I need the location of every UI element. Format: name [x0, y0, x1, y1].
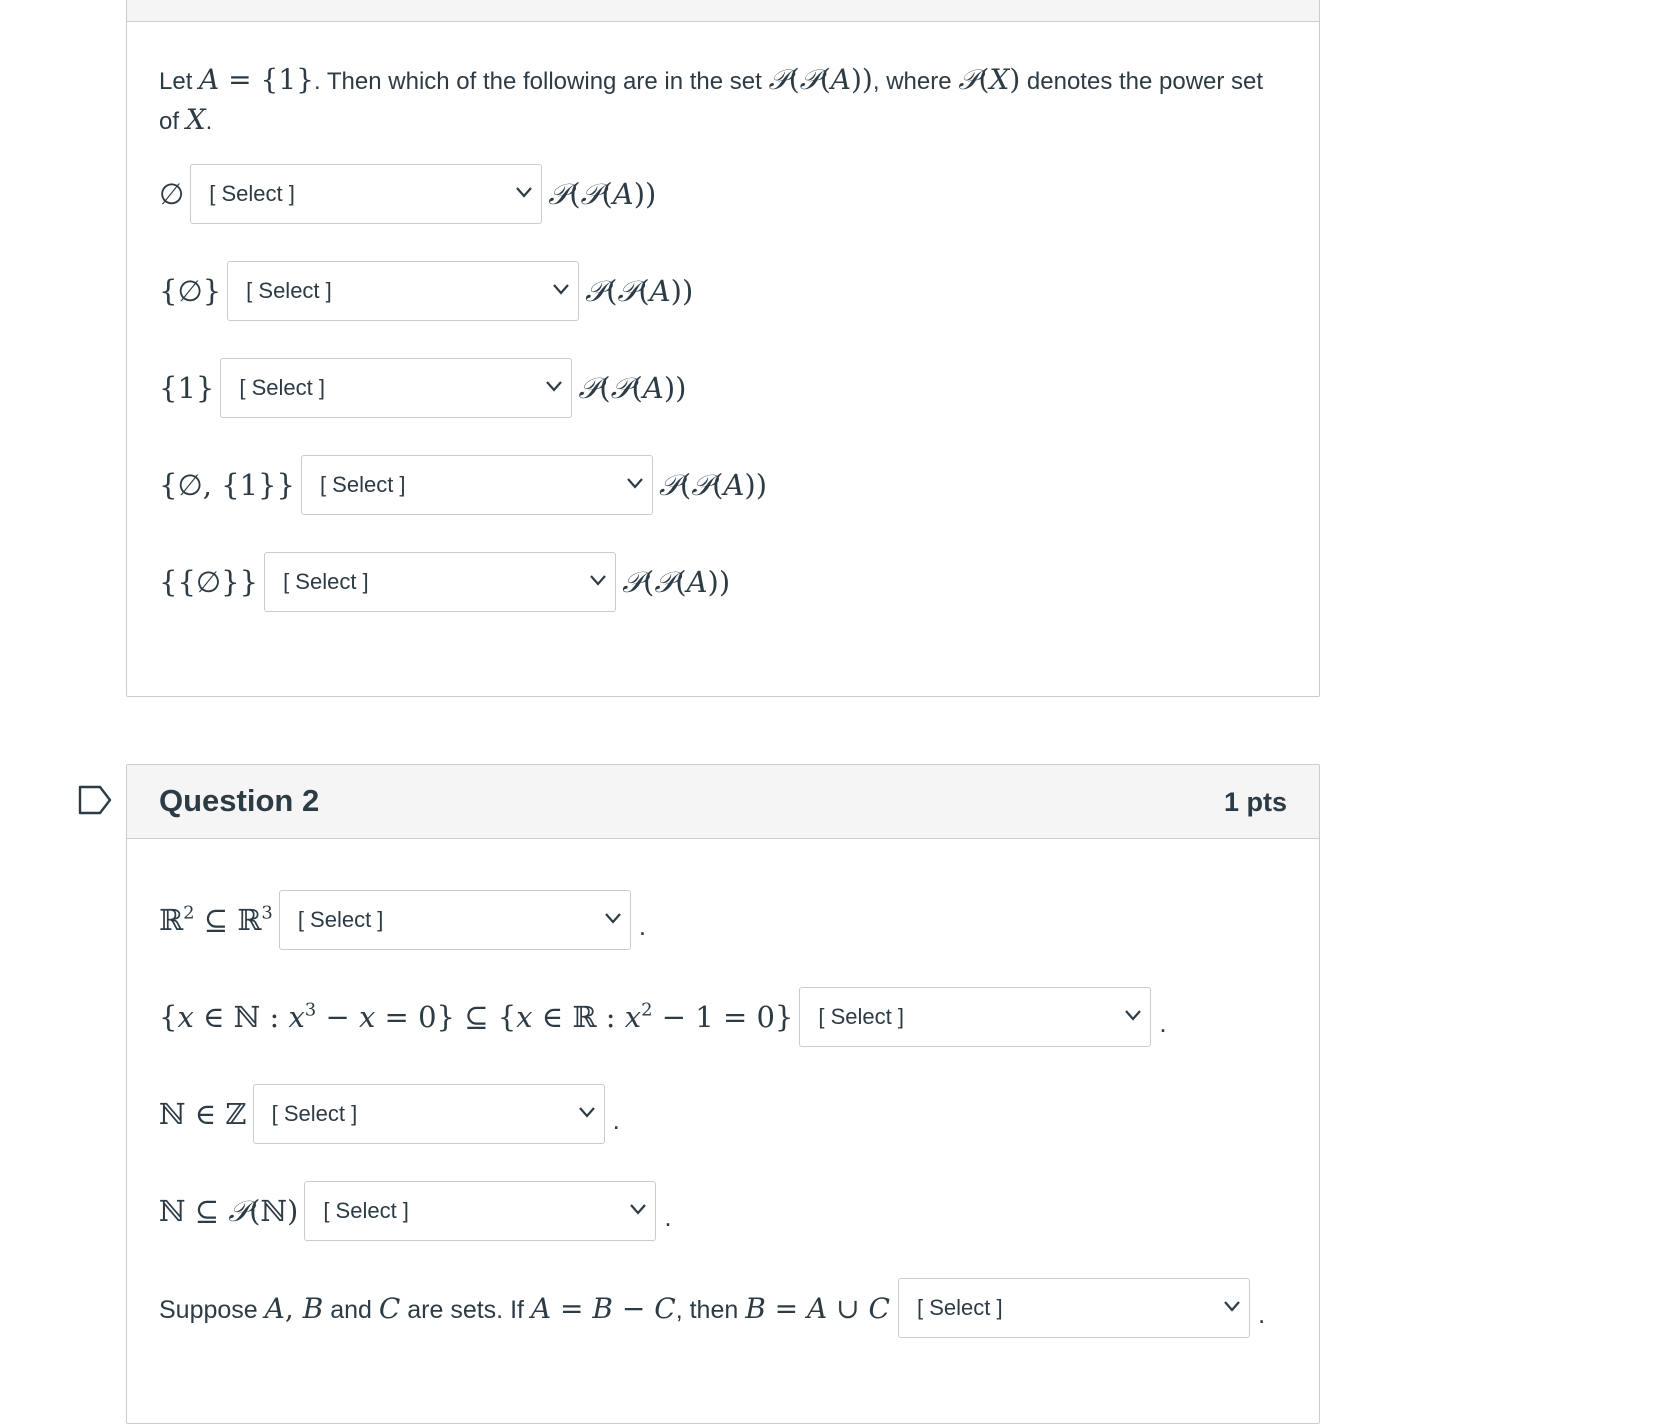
- question-1-row: [159, 163, 656, 225]
- select-value: [ Select ]: [283, 569, 369, 594]
- math-statement: Suppose A, B and C are sets. If A = B − C, then B = A ∪ C: [159, 1291, 890, 1325]
- select-value: [ Select ]: [818, 1004, 904, 1029]
- answer-select[interactable]: [190, 164, 542, 224]
- question-1-row: [159, 454, 767, 516]
- power-set-expression: 𝒫(𝒫(A)): [578, 370, 687, 405]
- math-statement: ℝ$^2$ ⊆ ℝ$^3$: [159, 902, 273, 937]
- chevron-down-icon: [626, 476, 644, 490]
- answer-select[interactable]: [220, 358, 572, 418]
- power-set-expression: 𝒫(𝒫(A)): [585, 273, 694, 308]
- chevron-down-icon: [515, 185, 533, 199]
- chevron-down-icon: [578, 1105, 596, 1119]
- select-value: [ Select ]: [297, 907, 384, 932]
- period: .: [1159, 1007, 1167, 1038]
- math-statement: {x ∈ ℕ : $x^3 - x = 0$} ⊆ {x ∈ ℝ : $x^2 - 1 = 0$}: [159, 999, 794, 1034]
- select-value: [ Select ]: [323, 1198, 409, 1223]
- math-statement: ℕ ⊆ 𝒫(ℕ): [159, 1193, 299, 1228]
- question-2-row: [159, 1083, 620, 1145]
- answer-select[interactable]: [264, 552, 616, 612]
- question-1-card: [126, 0, 1320, 697]
- chevron-down-icon: [629, 1202, 647, 1216]
- set-expression: {∅}: [159, 274, 222, 308]
- power-set-expression: 𝒫(𝒫(A)): [658, 467, 768, 502]
- period: .: [612, 1104, 620, 1135]
- question-2-row: [159, 889, 646, 951]
- question-2-row: [159, 1180, 672, 1242]
- answer-select[interactable]: [227, 261, 579, 321]
- set-expression: {{∅}}: [159, 565, 259, 599]
- question-2-row: [159, 1277, 1265, 1339]
- set-expression: {1}: [159, 371, 215, 405]
- select-value: [ Select ]: [271, 1101, 358, 1126]
- bookmark-icon[interactable]: [78, 785, 112, 815]
- power-set-expression: 𝒫(𝒫(A)): [622, 564, 731, 599]
- power-set-expression: 𝒫(𝒫(A)): [548, 176, 657, 211]
- question-1-prompt: Let A = {1}. Then which of the following are in the set 𝒫(𝒫(A)), where 𝒫(X) denotes the power set of X.: [159, 63, 1264, 136]
- answer-select[interactable]: [799, 987, 1151, 1047]
- question-2-card: [126, 764, 1320, 1424]
- select-value: [ Select ]: [239, 375, 325, 400]
- question-1-row: [159, 357, 686, 419]
- question-1-row: [159, 260, 693, 322]
- select-value: [ Select ]: [916, 1295, 1003, 1320]
- answer-select[interactable]: [304, 1181, 656, 1241]
- answer-select[interactable]: [253, 1084, 605, 1144]
- question-2-header: [127, 765, 1319, 839]
- question-2-row: [159, 986, 1167, 1048]
- answer-select[interactable]: [898, 1278, 1250, 1338]
- answer-select[interactable]: [279, 890, 631, 950]
- set-expression: {∅, {1}}: [159, 468, 295, 502]
- chevron-down-icon: [545, 379, 563, 393]
- chevron-down-icon: [1124, 1008, 1142, 1022]
- select-value: [ Select ]: [246, 278, 332, 303]
- period: .: [638, 910, 647, 941]
- chevron-down-icon: [1223, 1299, 1241, 1313]
- period: .: [664, 1201, 672, 1232]
- set-expression: ∅: [159, 177, 185, 211]
- question-points: 1 pts: [1223, 787, 1287, 817]
- select-value: [ Select ]: [209, 181, 295, 206]
- select-value: [ Select ]: [319, 472, 406, 497]
- chevron-down-icon: [552, 282, 570, 296]
- question-1-row: [159, 551, 730, 613]
- answer-select[interactable]: [301, 455, 653, 515]
- math-statement: ℕ ∈ ℤ: [159, 1097, 247, 1131]
- chevron-down-icon: [604, 911, 622, 925]
- period: .: [1257, 1298, 1266, 1329]
- question-title: Question 2: [159, 783, 320, 818]
- question-1-header-strip: [127, 0, 1319, 22]
- chevron-down-icon: [589, 573, 607, 587]
